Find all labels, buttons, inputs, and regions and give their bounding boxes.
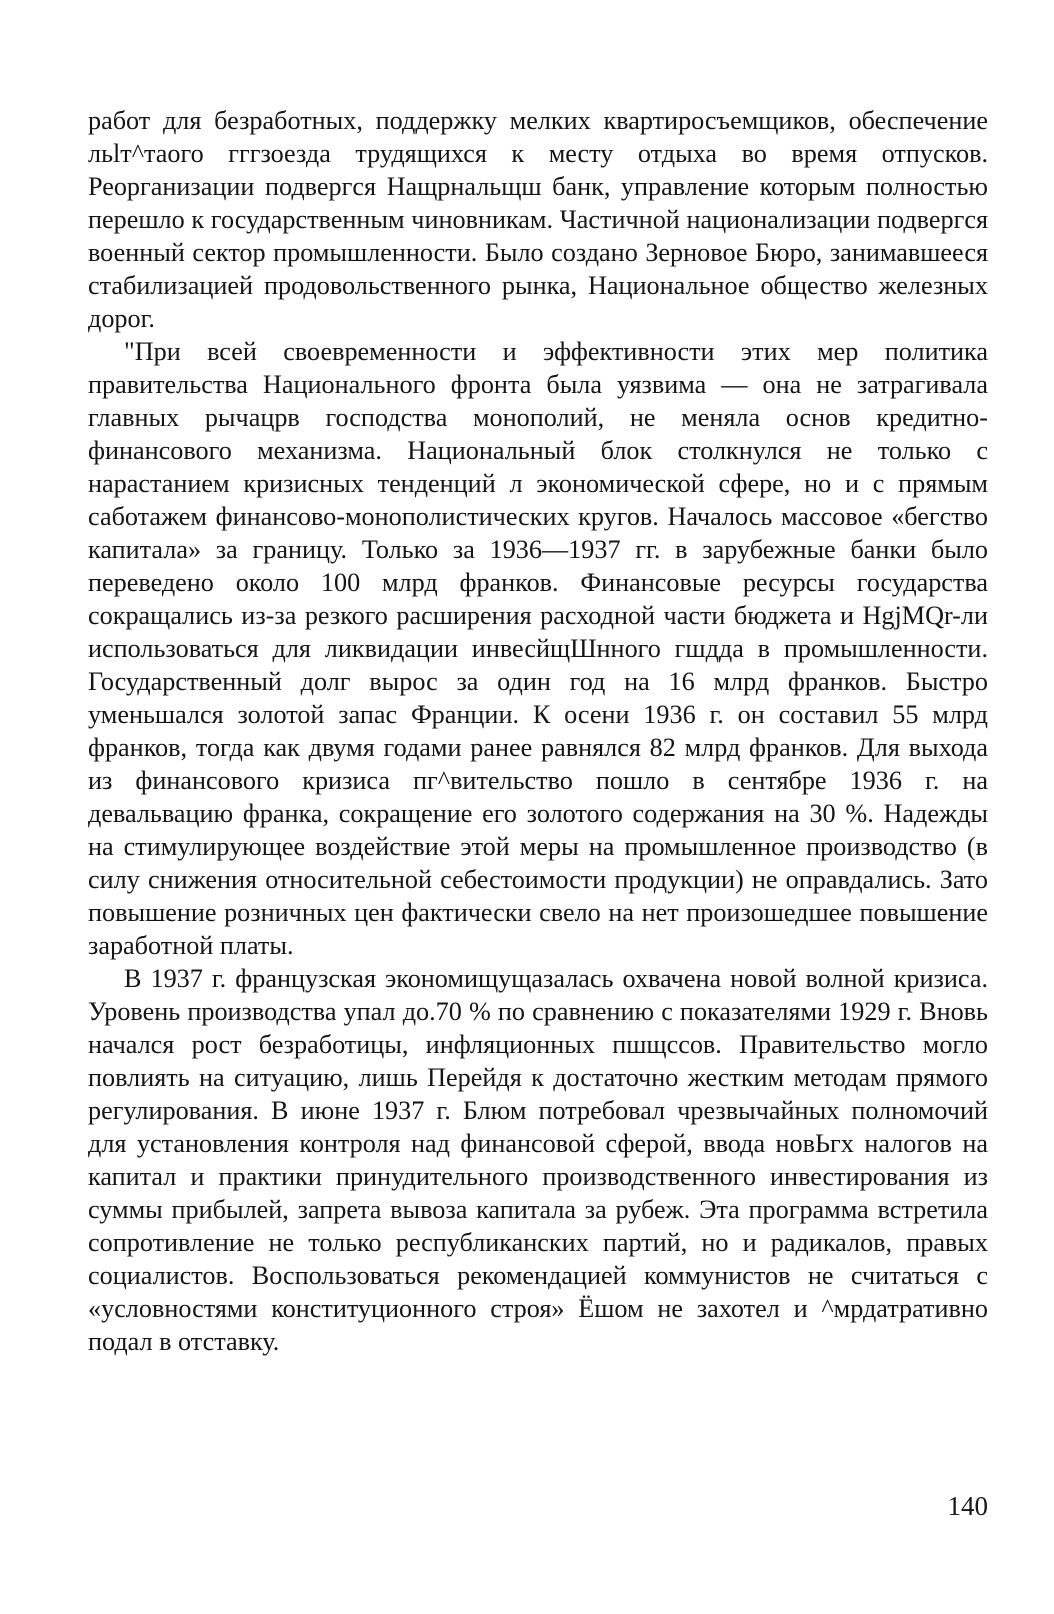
page-number: 140: [947, 1491, 988, 1521]
paragraph-3: В 1937 г. французская экономищущазалась охвачена новой волной кризиса. Уровень производства упал до.70 % по сравнению с показателями 1929 г. Вновь начался рост безработицы, инфляционных пшщссов. Правительство могло повлиять на ситуацию, лишь Перейдя к достаточно жестким методам прямого регулирования. В июне 1937 г. Блюм потребовал чрезвычайных полномочий для установления контроля над финансовой сферой, ввода новЬгх налогов на капитал и практики принудительного производственного инвестирования из суммы прибылей, запрета вывоза капитала за рубеж. Эта программа встретила сопротивление не только республиканских партий, но и радикалов, правых социалистов. Воспользоваться рекомендацией коммунистов не считаться с «условностями конституционного строя» Ёшом не захотел и ^мрдатративно подал в отставку.: [88, 964, 988, 1356]
paragraph-2: "При всей своевременности и эффективности этих мер политика правительства Национального фронта была уязвима — она не затрагивала главных рычацрв господства монополий, не меняла основ кредитно-финансового механизма. Национальный блок столкнулся не только с нарастанием кризисных тенденций л экономической сфере, но и с прямым саботажем финансово-монополистических кругов. Началось массовое «бегство капитала» за границу. Только за 1936—1937 гг. в зарубежные банки было переведено около 100 млрд франков. Финансовые ресурсы государства сокращались из-за резкого расширения расходной части бюджета и HgjMQr-ли использоваться для ликвидации инвесйщШнного гшдда в промышленности. Государственный долг вырос за один год на 16 млрд франков. Быстро уменьшался золотой запас Франции. К осени 1936 г. он составил 55 млрд франков, тогда как двумя годами ранее равнялся 82 млрд франков. Для выхода из финансового кризиса пг^вительство пошло в сентябре 1936 г. на девальвацию франка, сокращение его золотого содержания на 30 %. Надежды на стимулирующее воздействие этой меры на промышленное производство (в силу снижения относительной себестоимости продукции) не оправдались. Зато повышение розничных цен фактически свело на нет произошедшее повышение заработной платы.: [88, 337, 988, 960]
body-text: [88, 104, 988, 1358]
paragraph-1: работ для безработных, поддержку мелких квартиросъемщиков, обеспечение льlт^таого гггзоезда трудящихся к месту отдыха во время отпусков. Реорганизации подвергся Нащрнальщш банк, управление которым полностью перешло к государственным чиновникам. Частичной национализации подвергся военный сектор промышленности. Было создано Зерновое Бюро, занимавшееся стабилизацией продовольственного рынка, Национальное общество железных дорог.: [88, 106, 988, 333]
